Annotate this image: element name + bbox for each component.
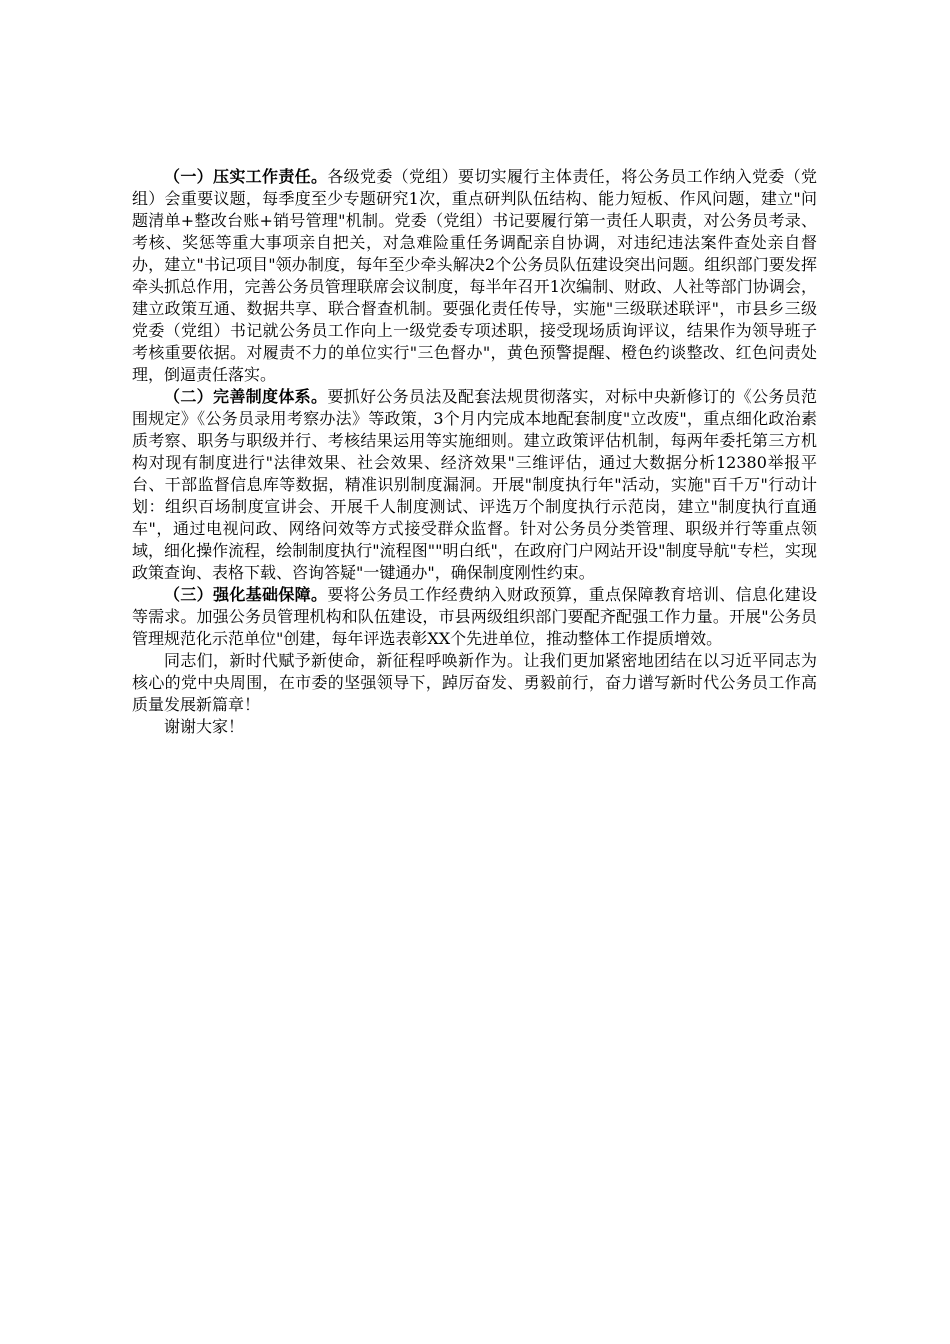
paragraph-text-closing: 同志们，新时代赋予新使命，新征程呼唤新作为。让我们更加紧密地团结在以习近平同志为核心的党中央周围，在市委的坚强领导下，踔厉奋发、勇毅前行，奋力谱写新时代公务员工作高质量发展新篇章！ bbox=[132, 651, 817, 714]
section-heading-foundation: （三）强化基础保障。 bbox=[164, 585, 328, 604]
paragraph-text-foundation: 要将公务员工作经费纳入财政预算，重点保障教育培训、信息化建设等需求。加强公务员管理机构和队伍建设，市县两级组织部门要配齐配强工作力量。开展"公务员管理规范化示范单位"创建，每年评选表彰XX个先进单位，推动整体工作提质增效。 bbox=[132, 585, 817, 648]
paragraph-closing bbox=[132, 650, 817, 716]
section-heading-responsibility: （一）压实工作责任。 bbox=[164, 167, 328, 186]
paragraph-text-institutions: 要抓好公务员法及配套法规贯彻落实，对标中央新修订的《公务员范围规定》《公务员录用考察办法》等政策，3个月内完成本地配套制度"立改废"，重点细化政治素质考察、职务与职级并行、考核结果运用等实施细则。建立政策评估机制，每两年委托第三方机构对现有制度进行"法律效果、社会效果、经济效果"三维评估，通过大数据分析12380举报平台、干部监督信息库等数据，精准识别制度漏洞。开展"制度执行年"活动，实施"百千万"行动计划：组织百场制度宣讲会、开展千人制度测试、评选万个制度执行示范岗，建立"制度执行直通车"，通过电视问政、网络问效等方式接受群众监督。针对公务员分类管理、职级并行等重点领域，细化操作流程，绘制制度执行"流程图""明白纸"，在政府门户网站开设"制度导航"专栏，实现政策查询、表格下载、咨询答疑"一键通办"，确保制度刚性约束。 bbox=[132, 387, 817, 582]
paragraph-foundation bbox=[132, 584, 817, 650]
paragraph-institutions bbox=[132, 386, 817, 584]
paragraph-text-responsibility: 各级党委（党组）要切实履行主体责任，将公务员工作纳入党委（党组）会重要议题，每季度至少专题研究1次，重点研判队伍结构、能力短板、作风问题，建立"问题清单+整改台账+销号管理"机制。党委（党组）书记要履行第一责任人职责，对公务员考录、考核、奖惩等重大事项亲自把关，对急难险重任务调配亲自协调，对违纪违法案件查处亲自督办，建立"书记项目"领办制度，每年至少牵头解决2个公务员队伍建设突出问题。组织部门要发挥牵头抓总作用，完善公务员管理联席会议制度，每半年召开1次编制、财政、人社等部门协调会，建立政策互通、数据共享、联合督查机制。要强化责任传导，实施"三级联述联评"，市县乡三级党委（党组）书记就公务员工作向上一级党委专项述职，接受现场质询评议，结果作为领导班子考核重要依据。对履责不力的单位实行"三色督办"，黄色预警提醒、橙色约谈整改、红色问责处理，倒逼责任落实。 bbox=[132, 167, 817, 384]
section-heading-institutions: （二）完善制度体系。 bbox=[164, 387, 328, 406]
paragraph-text-thanks: 谢谢大家！ bbox=[164, 717, 245, 736]
paragraph-responsibility bbox=[132, 166, 817, 386]
paragraph-thanks bbox=[132, 716, 817, 738]
document-page bbox=[132, 166, 817, 738]
